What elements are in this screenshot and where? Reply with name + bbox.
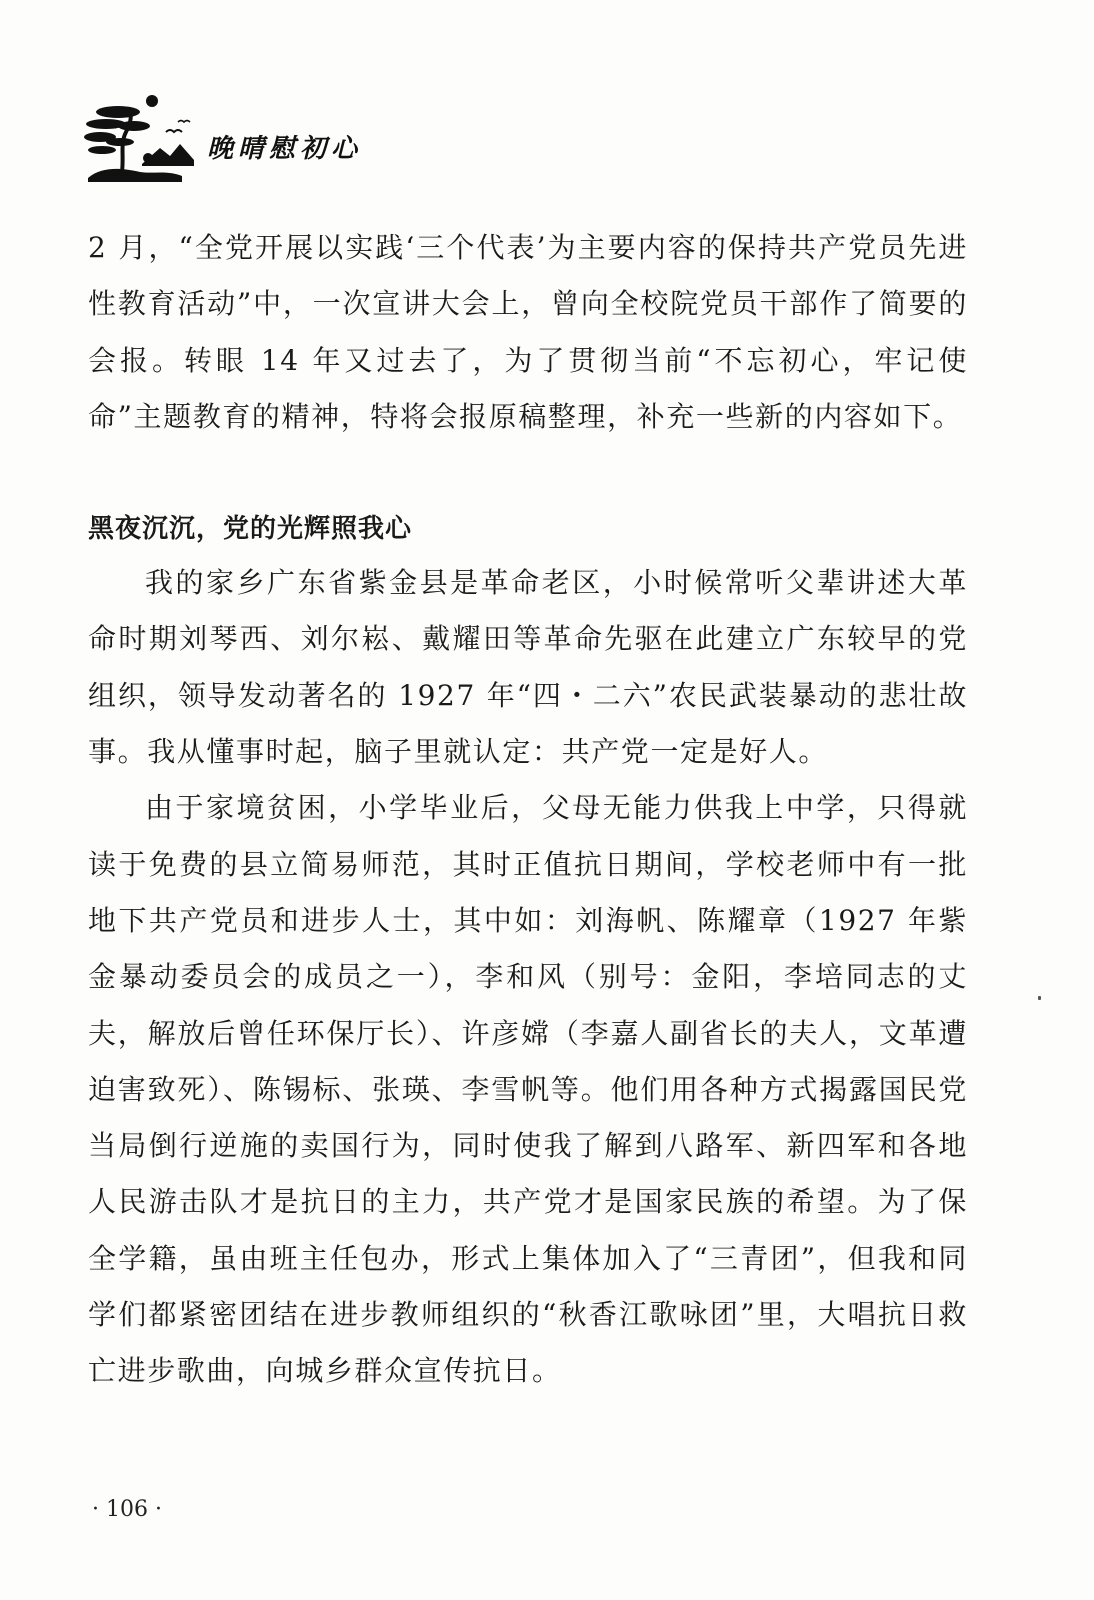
book-title: 晚晴慰初心 <box>207 134 363 164</box>
body-paragraph: 2 月，“全党开展以实践‘三个代表’为主要内容的保持共产党员先进性教育活动”中，一次宣讲大会上，曾向全校院党员干部作了简要的会报。转眼 14 年又过去了，为了贯彻当前“不忘初心，牢记使命”主题教育的精神，特将会报原稿整理，补充一些新的内容如下。 <box>88 231 968 433</box>
body-paragraph: 我的家乡广东省紫金县是革命老区，小时候常听父辈讲述大革命时期刘琴西、刘尔崧、戴耀田等革命先驱在此建立广东较早的党组织，领导发动著名的 1927 年“四・二六”农民武装暴动的悲壮故事。我从懂事时起，脑子里就认定：共产党一定是好人。 <box>88 566 968 769</box>
pine-tree-sun-birds-icon <box>82 92 197 184</box>
scan-speck <box>1038 996 1041 1000</box>
page-number: · 106 · <box>92 1497 162 1522</box>
section-heading: 黑夜沉沉，党的光辉照我心 <box>88 514 413 545</box>
page-body <box>88 220 968 1400</box>
running-header <box>82 92 422 184</box>
body-paragraph: 由于家境贫困，小学毕业后，父母无能力供我上中学，只得就读于免费的县立简易师范，其时正值抗日期间，学校老师中有一批地下共产党员和进步人士，其中如：刘海帆、陈耀章（1927 年紫金暴动委员会的成员之一），李和风（别号：金阳，李培同志的丈夫，解放后曾任环保厅长）、许彦嫦（李嘉人副省长的夫人，文革遭迫害致死）、陈锡标、张瑛、李雪帆等。他们用各种方式揭露国民党当局倒行逆施的卖国行为，同时使我了解到八路军、新四军和各地人民游击队才是抗日的主力，共产党才是国家民族的希望。为了保全学籍，虽由班主任包办，形式上集体加入了“三青团”，但我和同学们都紧密团结在进步教师组织的“秋香江歌咏团”里，大唱抗日救亡进步歌曲，向城乡群众宣传抗日。 <box>88 791 968 1388</box>
